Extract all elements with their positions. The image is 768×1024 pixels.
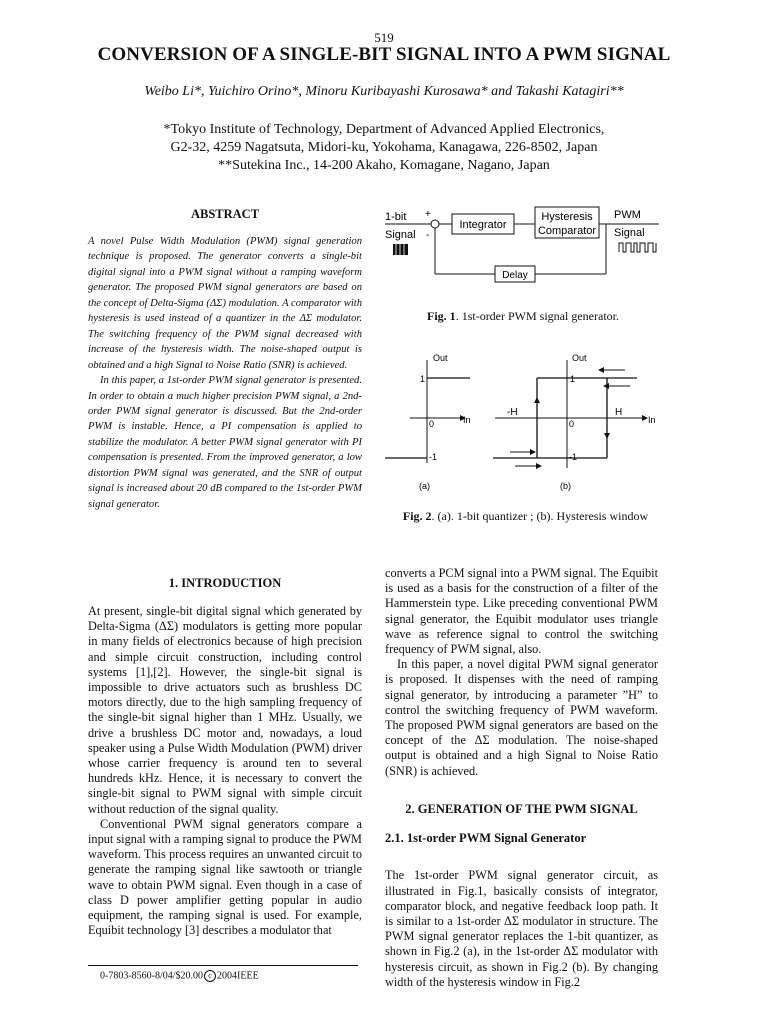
positive-threshold-label: H — [615, 407, 623, 418]
comparator-label: Hysteresis — [541, 211, 593, 223]
fig1-output-label: Signal — [614, 227, 645, 239]
caption-label: Fig. 1 — [427, 309, 456, 323]
copyright-icon: c — [204, 970, 216, 982]
body-paragraph: Conventional PWM signal generators compare a input signal with a ramping signal to produce the PWM waveform. This process requires an unwanted circuit to generate the ramping signal like sawtooth or triangle wave to obtain PWM signal. Even though in a case of class D power amplifier getting popular in audio equipment, the ramping signal is used. For example, Equibit technology [3] describes a modulator that — [88, 816, 362, 938]
introduction-body — [88, 604, 362, 938]
caption-text: . (a). 1-bit quantizer ; (b). Hysteresis window — [431, 509, 649, 523]
figure-1-block-diagram — [383, 205, 663, 285]
delay-label: Delay — [502, 270, 528, 281]
abstract-paragraph: A novel Pulse Width Modulation (PWM) signal generation technique is proposed. The generator converts a single-bit digital signal into a PWM signal without a ramping waveform generator. The proposed PWM signal generators are based on the concept of Delta-Sigma (ΔΣ) modulation. A comparator with hysteresis is used instead of a quantizer in the ΔΣ modulator. The switching frequency of the PWM signal decreased with increase of the hysteresis width. The noise-shaped output is obtained and a high Signal to Noise Ratio (SNR) is achieved. — [88, 236, 362, 371]
caption-label: Fig. 2 — [402, 509, 432, 523]
level-minus-one-label: -1 — [569, 452, 578, 462]
fig1-plus-sign: + — [425, 209, 431, 220]
copyright-year: 2004IEEE — [217, 970, 259, 982]
in-axis-label: In — [463, 415, 471, 425]
author-list: Weibo Li*, Yuichiro Orino*, Minoru Kuribayashi Kurosawa* and Takashi Katagiri** — [144, 84, 624, 99]
abstract-paragraph: In this paper, a 1st-order PWM signal generator is presented. In order to obtain a much higher precision PWM signal, a 2nd-order PWM signal generator is discussed. But the 2nd-order PWM is instable. Hence, a PI compensation is applied to stabilize the modulator. A better PWM signal generator with PI compensation is presented. From the improved generator, a low distortion PWM signal was generated, and the SNR of output signal is increased about 20 dB compared to the 1st-order PWM signal generator. — [88, 375, 362, 510]
subsection-body — [385, 856, 658, 1002]
fig1-input-label: Signal — [385, 229, 416, 241]
affiliation-line: **Sutekina Inc., 14-200 Akaho, Komagane, Nagano, Japan — [218, 158, 550, 173]
pwm-waveform-icon — [619, 243, 656, 252]
paper-title: CONVERSION OF A SINGLE-BIT SIGNAL INTO A PWM SIGNAL — [97, 44, 671, 65]
summing-junction — [431, 220, 439, 228]
affiliation-line: G2-32, 4259 Nagatsuta, Midori-ku, Yokohama, Kanagawa, 226-8502, Japan — [170, 140, 598, 155]
figure-1-caption — [383, 309, 663, 324]
comparator-label: Comparator — [537, 225, 597, 237]
level-one-label: 1 — [420, 374, 426, 384]
affiliations — [0, 121, 768, 175]
subfigure-label: (b) — [560, 481, 571, 491]
negative-threshold-label: -H — [507, 407, 518, 418]
level-one-label: 1 — [570, 374, 576, 384]
abstract-body — [88, 234, 362, 512]
body-paragraph: At present, single-bit digital signal which generated by Delta-Sigma (ΔΣ) modulators is getting more popular in many fields of electronics because of high precision and simple circuit construction, including control systems [1],[2]. However, the single-bit signal is impossible to drive actuators such as brushless DC motors directly, due to the high sampling frequency of the single-bit signal higher than 1 MHz. Usually, we drive a brushless DC motor and, nowadays, a loud speaker using a Pulse Width Modulation (PWM) driver whose carrier frequency is around ten to several hundreds kHz. Hence, it is necessary to convert the single-bit signal to PWM signal with simple circuit without reduction of the signal quality. — [88, 604, 362, 816]
origin-label: 0 — [569, 419, 575, 429]
quantizer-plot — [385, 353, 471, 491]
fig1-output-label: PWM — [614, 209, 641, 221]
body-paragraph: converts a PCM signal into a PWM signal. The Equibit is used as a basis for the construction of a filter of the Hammerstein type. Like preceding conventional PWM signal generator, the Equibit modulator uses triangle wave as reference signal to control the switching frequency of PWM signal, also. — [385, 566, 658, 657]
abstract-heading: ABSTRACT — [190, 207, 260, 221]
copyright-footer — [100, 970, 259, 982]
footer-rule — [88, 965, 358, 966]
subsection-heading: 2.1. 1st-order PWM Signal Generator — [385, 831, 587, 845]
origin-label: 0 — [429, 419, 435, 429]
isbn-text: 0-7803-8560-8/04/$20.00 — [100, 970, 204, 982]
body-paragraph: In this paper, a novel digital PWM signal generator is proposed. It dispenses with the need of ramping signal generator, by introducing a parameter ”H” to control the switching frequency of PWM waveform. The proposed PWM signal generators are based on the concept of the ΔΣ modulation. The noise-shaped output is obtained and a high Signal to Noise Ratio (SNR) is achieved. — [385, 657, 658, 778]
fig1-input-label: 1-bit — [385, 211, 407, 223]
hysteresis-plot — [493, 353, 656, 491]
subfigure-label: (a) — [419, 481, 430, 491]
body-paragraph: The 1st-order PWM signal generator circuit, as illustrated in Fig.1, basically consists of integrator, comparator block, and negative feedback loop path. It is similar to a 1st-order ΔΣ modulator in structure. The PWM signal generator replaces the 1-bit quantizer, as shown in Fig.2 (a), in the 1st-order ΔΣ modulator with hysteresis circuit, as shown in Fig.2 (b). By changing width of the hysteresis window in Fig.2 — [385, 868, 658, 989]
section-heading-introduction: 1. INTRODUCTION — [168, 576, 282, 590]
level-minus-one-label: -1 — [429, 452, 438, 462]
out-axis-label: Out — [433, 353, 448, 363]
right-column-body — [385, 566, 658, 779]
in-axis-label: In — [648, 415, 656, 425]
single-bit-signal-icon — [393, 244, 408, 255]
integrator-label: Integrator — [459, 219, 507, 231]
figure-2-caption — [383, 509, 668, 524]
section-heading-generation: 2. GENERATION OF THE PWM SIGNAL — [405, 802, 638, 816]
fig1-minus-sign: - — [426, 230, 430, 241]
affiliation-line: *Tokyo Institute of Technology, Department of Advanced Applied Electronics, — [163, 122, 605, 137]
figure-2-transfer-characteristics — [385, 348, 665, 498]
caption-text: . 1st-order PWM signal generator. — [455, 309, 619, 323]
page-number: 519 — [374, 30, 394, 45]
out-axis-label: Out — [572, 353, 587, 363]
